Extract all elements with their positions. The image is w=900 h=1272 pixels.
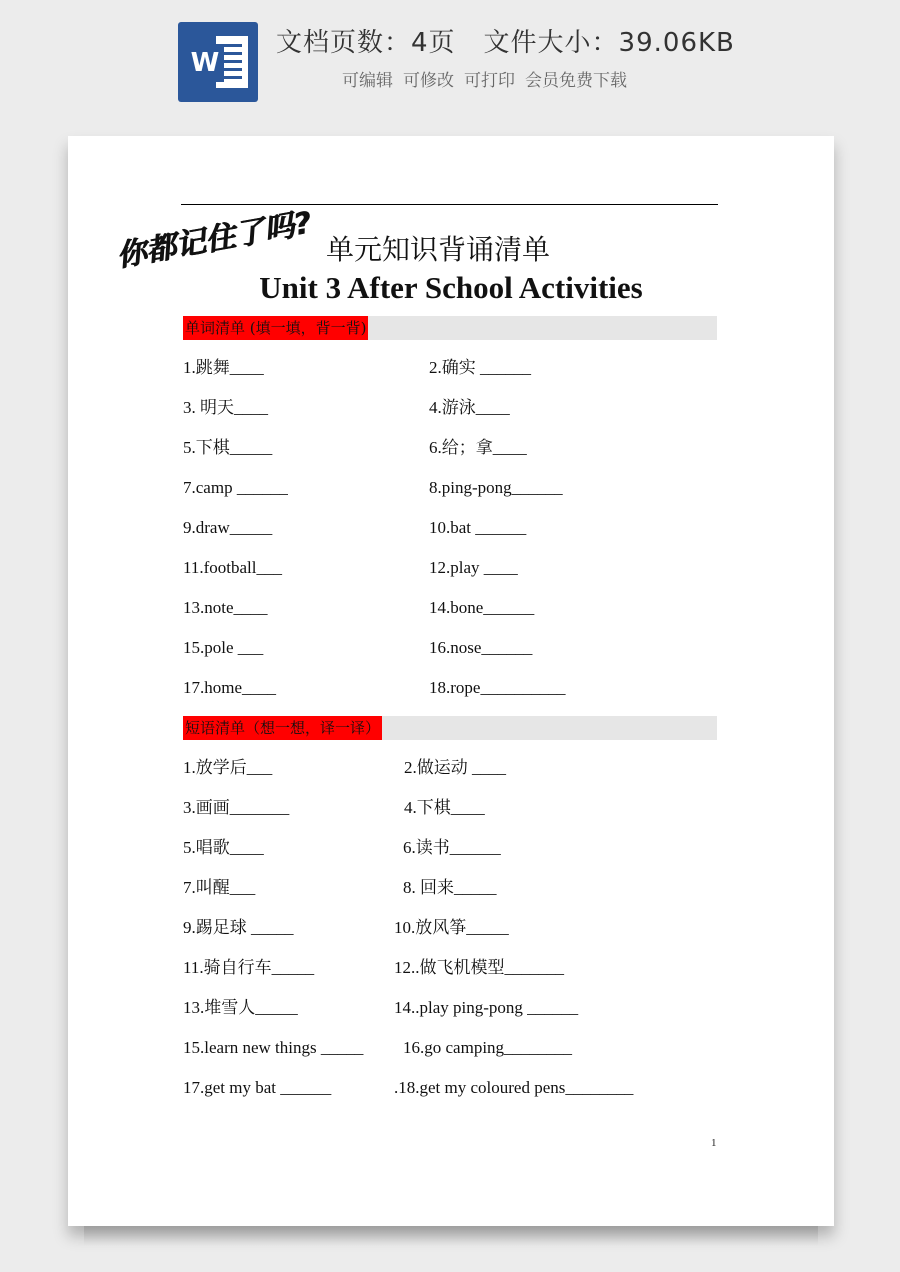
phrase-item: .18.get my coloured pens________ [394,1078,634,1097]
phrase-item: 4.下棋____ [404,798,485,817]
phrase-item: 17.get my bat ______ [183,1078,332,1097]
phrase-item: 13.堆雪人_____ [183,998,298,1017]
phrase-item: 8. 回来_____ [403,878,497,897]
word-letter: W [186,44,224,82]
word-item: 6.给；拿____ [429,438,527,457]
word-item: 10.bat ______ [429,518,527,537]
word-item: 12.play ____ [429,558,518,577]
download-banner [0,0,900,130]
word-item: 9.draw_____ [183,518,273,537]
words-section-heading [183,316,717,340]
title-english: Unit 3 After School Activities [259,270,643,305]
feature-member-download: 会员免费下载 [525,71,627,91]
phrase-item: 6.读书______ [403,838,501,857]
title-chinese: 单元知识背诵清单 [326,233,551,266]
word-item: 18.rope__________ [429,678,566,697]
phrase-item: 7.叫醒___ [183,878,256,897]
feature-editable: 可编辑 [342,71,393,91]
word-item: 14.bone______ [429,598,535,617]
word-document-icon [178,22,258,102]
page-shadow [84,1226,818,1246]
phrase-item: 16.go camping________ [403,1038,573,1057]
word-item: 3. 明天____ [183,398,268,417]
word-item: 4.游泳____ [429,398,510,417]
feature-modifiable: 可修改 [403,71,454,91]
word-item: 13.note____ [183,598,268,617]
word-item: 5.下棋_____ [183,438,273,457]
phrase-item: 15.learn new things _____ [183,1038,364,1057]
document-page [68,136,834,1226]
phrase-item: 2.做运动 ____ [404,758,506,777]
phrase-item: 14..play ping-pong ______ [394,998,579,1017]
phrase-item: 1.放学后___ [183,758,273,777]
phrase-item: 12..做飞机模型_______ [394,958,564,977]
phrases-section-heading [183,716,717,740]
word-item: 8.ping-pong______ [429,478,563,497]
word-item: 2.确实 ______ [429,358,531,377]
phrase-item: 3.画画_______ [183,798,290,817]
feature-printable: 可打印 [464,71,515,91]
file-info [276,22,735,58]
words-section-label: 单词清单 (填一填，背一背) [183,316,368,340]
file-size-label: 文件大小：39.06KB [483,28,735,58]
phrase-item: 9.踢足球 _____ [183,918,294,937]
word-item: 17.home____ [183,678,277,697]
page-count-label: 文档页数：4页 [276,28,456,58]
word-item: 1.跳舞____ [183,358,264,377]
phrase-item: 11.骑自行车_____ [183,958,315,977]
page-number: 1 [711,1137,717,1149]
word-item: 16.nose______ [429,638,533,657]
word-item: 7.camp ______ [183,478,288,497]
feature-list [342,66,627,91]
stamp-text: 你都记住了吗? [113,205,314,275]
word-item: 15.pole ___ [183,638,264,657]
phrase-item: 5.唱歌____ [183,838,264,857]
phrase-item: 10.放风筝_____ [394,918,509,937]
word-item: 11.football___ [183,558,282,577]
phrases-section-label: 短语清单（想一想，译一译） [183,716,382,740]
